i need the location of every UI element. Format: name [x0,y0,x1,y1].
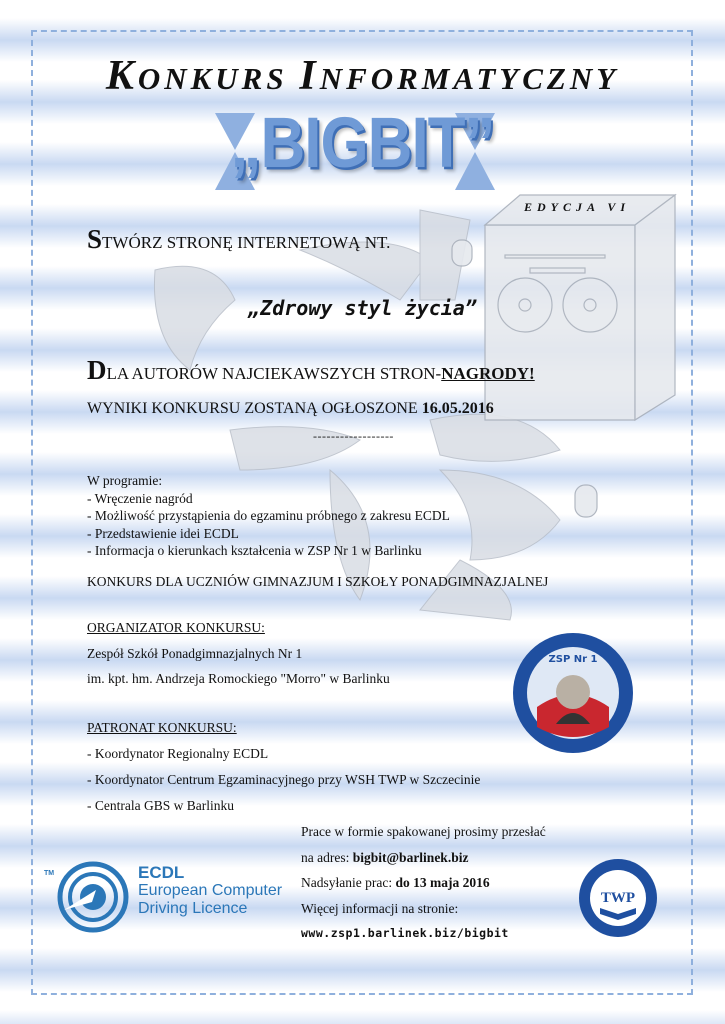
patronage-item: - Koordynator Centrum Egzaminacyjnego przy WSH TWP w Szczecinie [87,772,481,787]
deadline-label: Nadsyłanie prac: [301,875,396,890]
patronage-item: - Centrala GBS w Barlinku [87,798,234,813]
submission-deadline [301,875,490,891]
divider: ------------------ [313,429,394,443]
twp-badge-label: TWP [600,890,636,906]
audience-text: KONKURS DLA UCZNIÓW GIMNAZJUM I SZKOŁY PONADGIMNAZJALNEJ [87,574,549,589]
title-letter-i: I [299,53,320,99]
edition-label: EDYCJA VI [524,200,631,214]
submission-address [301,850,468,866]
twp-university-badge [578,858,658,938]
title-part-1: ONKURS [137,61,300,96]
submission-line-1: Prace w formie spakowanej prosimy przesłać [301,824,546,839]
program-item: - Informacja o kierunkach kształcenia w ZSP Nr 1 w Barlinku [87,543,422,558]
ecdl-line-3: Driving Licence [138,900,248,917]
task-heading [87,224,390,255]
program-item: - Wręczenie nagród [87,490,193,506]
results-announcement [87,400,494,418]
patronage-item: - Koordynator Regionalny ECDL [87,746,269,761]
title-part-2: NFORMATYCZNY [319,61,620,96]
address-label: na adres: [301,850,353,865]
organizer-line-2: im. kpt. hm. Andrzeja Romockiego "Morro" w Barlinku [87,671,390,686]
prizes-highlight: NAGRODY! [441,364,535,383]
email-link[interactable]: bigbit@barlinek.biz [352,850,469,865]
ecdl-name: ECDL [138,863,185,882]
program-section [87,472,450,560]
task-text: TWÓRZ STRONĘ INTERNETOWĄ NT. [102,233,391,252]
results-date: 16.05.2016 [421,400,494,417]
program-item: - Przedstawienie idei ECDL [87,525,239,541]
website-link[interactable]: www.zsp1.barlinek.biz/bigbit [301,926,509,940]
deadline-date: do 13 maja 2016 [395,875,490,890]
trademark-mark: TM [44,870,55,877]
task-drop-cap: S [87,224,103,254]
organizer-heading: ORGANIZATOR KONKURSU: [87,620,265,635]
organizer-line-1: Zespół Szkół Ponadgimnazjalnych Nr 1 [87,646,303,661]
more-info-text: Więcej informacji na stronie: [301,901,459,916]
program-item: - Możliwość przystąpienia do egzaminu próbnego z zakresu ECDL [87,508,450,523]
zsp-badge-label: ZSP Nr 1 [548,654,598,665]
prizes-heading [87,355,535,386]
contest-theme: „Zdrowy styl życia” [248,296,477,320]
ecdl-logo-icon [56,860,130,934]
prizes-drop-cap: D [87,355,107,385]
bigbit-logo-text: „BIGBIT” [230,103,495,184]
patronage-heading: PATRONAT KONKURSU: [87,720,237,735]
program-heading: W programie: [87,473,163,488]
ecdl-logo-text [138,864,282,918]
results-text: WYNIKI KONKURSU ZOSTANĄ OGŁOSZONE [87,400,422,417]
title-letter-k: K [105,53,138,99]
zsp-school-badge [512,632,634,754]
ecdl-line-2: European Computer [138,882,283,899]
prizes-text: LA AUTORÓW NAJCIEKAWSZYCH STRON- [106,364,442,383]
page-title [0,52,725,100]
